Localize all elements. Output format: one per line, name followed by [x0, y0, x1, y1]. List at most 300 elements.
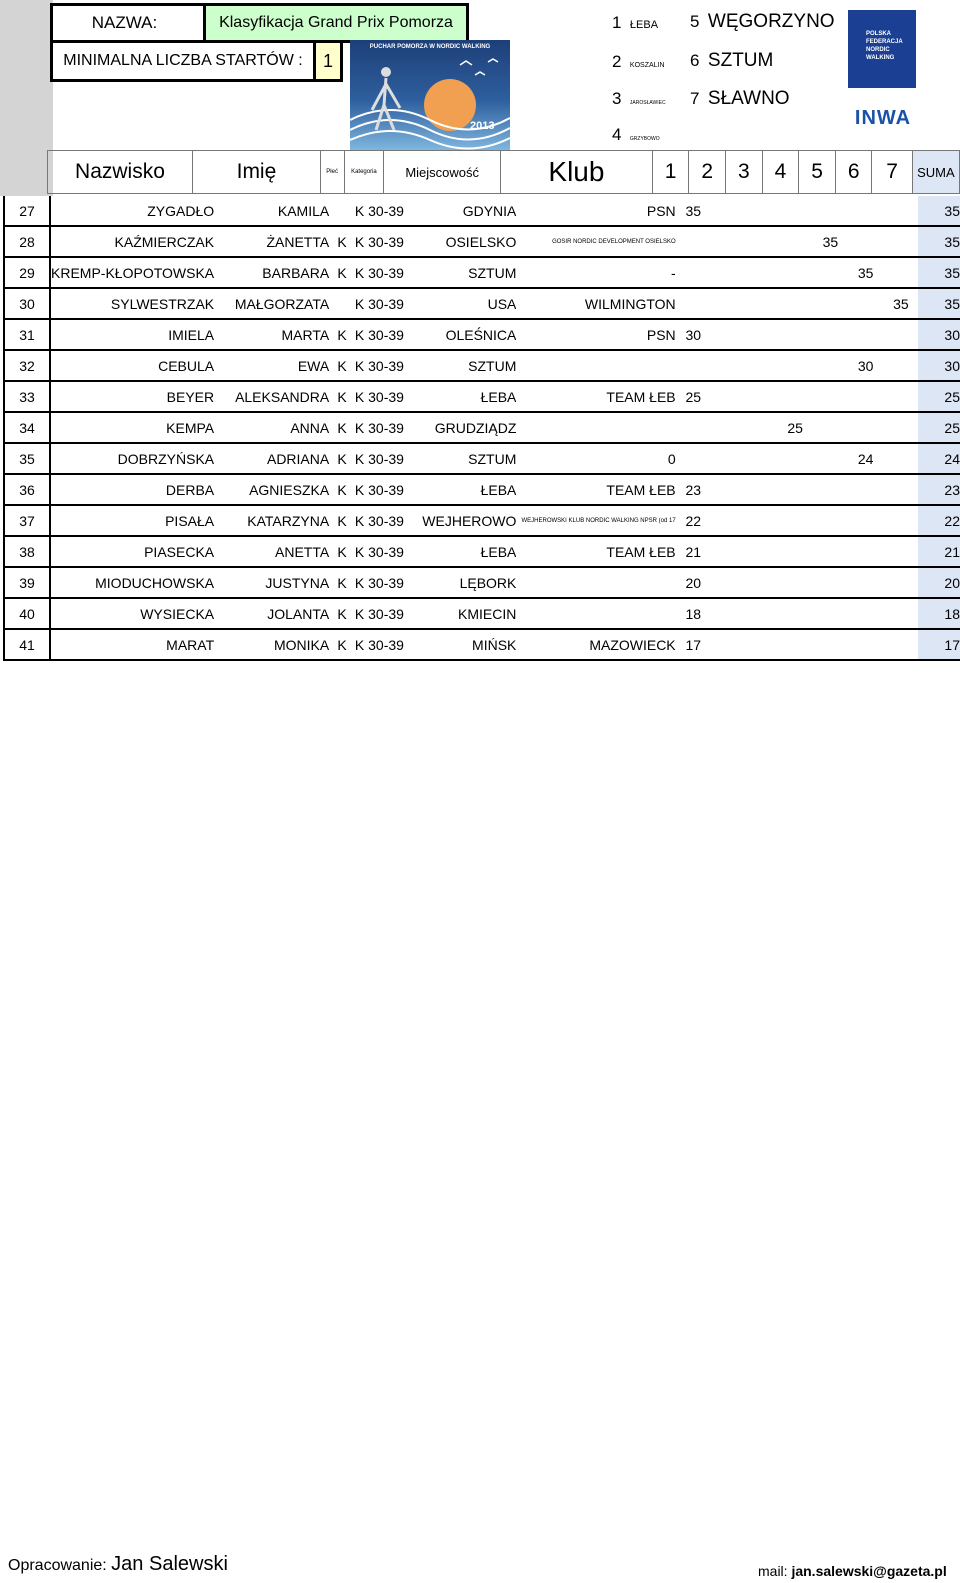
surname-cell: PISAŁA [50, 505, 214, 536]
sum-cell: 25 [918, 381, 960, 412]
sum-cell: 18 [918, 598, 960, 629]
round-5-cell [813, 350, 848, 381]
header-rank-spacer [3, 151, 47, 194]
round-5-cell [813, 412, 848, 443]
round-1-cell: 21 [676, 536, 711, 567]
round-3-cell [744, 536, 777, 567]
round-5-cell [813, 505, 848, 536]
sex-cell: K [329, 319, 355, 350]
results-table [3, 196, 960, 661]
category-cell: K 30-39 [355, 598, 404, 629]
surname-cell: CEBULA [50, 350, 214, 381]
footer-author-label: Opracowanie: [8, 1557, 107, 1574]
round-4-cell [778, 598, 813, 629]
inwa-logo-text: INWA [854, 106, 912, 129]
column-header-row [3, 150, 960, 194]
round-2-cell [711, 412, 744, 443]
cup-logo-title: PUCHAR POMORZA W NORDIC WALKING [369, 44, 491, 50]
rank-cell: 33 [4, 381, 50, 412]
round-6-cell [848, 598, 883, 629]
round-1-cell: 30 [676, 319, 711, 350]
table-row [4, 598, 960, 629]
pffnw-line: POLSKA [866, 31, 892, 37]
round-5-cell: 35 [813, 226, 848, 257]
sex-cell [329, 288, 355, 319]
round-6-cell [848, 536, 883, 567]
round-7-cell [883, 505, 918, 536]
town-cell: SZTUM [404, 443, 516, 474]
site-num: 6 [690, 51, 700, 70]
round-4-cell [778, 536, 813, 567]
footer-mail-value: jan.salewski@gazeta.pl [791, 1563, 947, 1579]
town-cell: ŁEBA [404, 474, 516, 505]
rank-cell: 34 [4, 412, 50, 443]
header-round-2: 2 [689, 151, 726, 194]
header-round-4: 4 [762, 151, 799, 194]
club-cell [516, 350, 675, 381]
club-cell: TEAM ŁEB [516, 381, 675, 412]
first-name-cell: ANNA [214, 412, 329, 443]
round-4-cell [778, 381, 813, 412]
header-category: Kategoria [344, 151, 384, 194]
name-label-text: NAZWA: [91, 13, 158, 32]
round-1-cell [676, 350, 711, 381]
club-cell: WILMINGTON [516, 288, 675, 319]
category-cell: K 30-39 [355, 474, 404, 505]
rank-cell: 37 [4, 505, 50, 536]
round-6-cell [848, 629, 883, 660]
round-6-cell [848, 412, 883, 443]
sex-cell: K [329, 505, 355, 536]
round-6-cell [848, 226, 883, 257]
first-name-cell: ANETTA [214, 536, 329, 567]
category-cell: K 30-39 [355, 412, 404, 443]
round-5-cell [813, 381, 848, 412]
sex-cell: K [329, 443, 355, 474]
site-num: 2 [612, 52, 622, 71]
sum-cell: 24 [918, 443, 960, 474]
round-2-cell [711, 443, 744, 474]
sex-cell: K [329, 412, 355, 443]
round-4-cell [778, 567, 813, 598]
sum-cell: 21 [918, 536, 960, 567]
round-7-cell [883, 474, 918, 505]
club-cell: PSN [516, 319, 675, 350]
sum-cell: 35 [918, 288, 960, 319]
category-cell: K 30-39 [355, 288, 404, 319]
round-1-cell [676, 257, 711, 288]
round-5-cell [813, 443, 848, 474]
category-cell: K 30-39 [355, 350, 404, 381]
category-cell: K 30-39 [355, 257, 404, 288]
round-7-cell [883, 257, 918, 288]
pffnw-line: WALKING [866, 55, 895, 61]
first-name-cell: BARBARA [214, 257, 329, 288]
first-name-cell: ŻANETTA [214, 226, 329, 257]
rank-cell: 38 [4, 536, 50, 567]
rank-cell: 30 [4, 288, 50, 319]
surname-cell: KREMP-KŁOPOTOWSKA [50, 257, 214, 288]
round-4-cell [778, 257, 813, 288]
round-4-cell [778, 474, 813, 505]
club-cell: - [516, 257, 675, 288]
round-4-cell: 25 [778, 412, 813, 443]
round-3-cell [744, 288, 777, 319]
rank-cell: 35 [4, 443, 50, 474]
first-name-cell: EWA [214, 350, 329, 381]
round-1-cell: 17 [676, 629, 711, 660]
sex-cell: K [329, 226, 355, 257]
round-5-cell [813, 319, 848, 350]
round-3-cell [744, 443, 777, 474]
round-7-cell [883, 412, 918, 443]
sex-cell: K [329, 381, 355, 412]
sex-cell: K [329, 350, 355, 381]
rank-cell: 27 [4, 196, 50, 226]
footer-author [8, 1553, 228, 1576]
site-name: KOSZALIN [629, 62, 665, 69]
surname-cell: WYSIECKA [50, 598, 214, 629]
surname-cell: ZYGADŁO [50, 196, 214, 226]
round-3-cell [744, 196, 777, 226]
round-7-cell [883, 536, 918, 567]
surname-cell: MARAT [50, 629, 214, 660]
round-6-cell [848, 505, 883, 536]
category-cell: K 30-39 [355, 505, 404, 536]
category-cell: K 30-39 [355, 629, 404, 660]
sum-cell: 35 [918, 196, 960, 226]
round-1-cell: 20 [676, 567, 711, 598]
header-sum: SUMA [912, 151, 959, 194]
round-4-cell [778, 319, 813, 350]
first-name-cell: MARTA [214, 319, 329, 350]
surname-cell: BEYER [50, 381, 214, 412]
first-name-cell: MAŁGORZATA [214, 288, 329, 319]
round-5-cell [813, 629, 848, 660]
cup-logo-year: 2013 [470, 120, 495, 132]
round-4-cell [778, 505, 813, 536]
round-1-cell [676, 412, 711, 443]
rank-cell: 40 [4, 598, 50, 629]
header-sex: Płeć [320, 151, 344, 194]
inwa-logo [843, 98, 923, 138]
site-6 [690, 50, 773, 72]
round-6-cell [848, 474, 883, 505]
header-round-3: 3 [725, 151, 762, 194]
round-2-cell [711, 257, 744, 288]
round-1-cell: 25 [676, 381, 711, 412]
site-7 [690, 88, 790, 110]
site-name: SŁAWNO [707, 88, 790, 109]
round-1-cell: 22 [676, 505, 711, 536]
pffnw-line: FEDERACJA [866, 39, 903, 45]
town-cell: ŁEBA [404, 381, 516, 412]
round-5-cell [813, 567, 848, 598]
round-2-cell [711, 381, 744, 412]
round-2-cell [711, 629, 744, 660]
site-num: 3 [612, 89, 622, 108]
site-name: JAROSŁAWIEC [629, 100, 666, 106]
sum-cell: 30 [918, 319, 960, 350]
round-5-cell [813, 536, 848, 567]
round-7-cell [883, 629, 918, 660]
round-5-cell [813, 598, 848, 629]
round-2-cell [711, 350, 744, 381]
table-row [4, 226, 960, 257]
category-cell: K 30-39 [355, 381, 404, 412]
round-3-cell [744, 319, 777, 350]
round-7-cell [883, 226, 918, 257]
min-starts-label-text: MINIMALNA LICZBA STARTÓW : [63, 52, 303, 69]
site-name: SZTUM [707, 50, 774, 71]
footer-author-name: Jan Salewski [111, 1553, 228, 1575]
round-6-cell [848, 319, 883, 350]
sex-cell: K [329, 567, 355, 598]
table-row [4, 412, 960, 443]
header-round-5: 5 [799, 151, 836, 194]
rank-cell: 32 [4, 350, 50, 381]
name-value [203, 3, 469, 43]
rank-cell: 41 [4, 629, 50, 660]
town-cell: ŁEBA [404, 536, 516, 567]
footer-mail-label: mail: [758, 1563, 788, 1579]
round-2-cell [711, 474, 744, 505]
round-3-cell [744, 474, 777, 505]
round-2-cell [711, 567, 744, 598]
table-row [4, 319, 960, 350]
surname-cell: MIODUCHOWSKA [50, 567, 214, 598]
rank-cell: 28 [4, 226, 50, 257]
header-first-name: Imię [193, 151, 320, 194]
sex-cell: K [329, 598, 355, 629]
round-3-cell [744, 350, 777, 381]
pffnw-line: NORDIC [866, 47, 890, 53]
round-2-cell [711, 319, 744, 350]
rank-cell: 36 [4, 474, 50, 505]
round-4-cell [778, 443, 813, 474]
town-cell: OSIELSKO [404, 226, 516, 257]
first-name-cell: KATARZYNA [214, 505, 329, 536]
walker-icon [350, 50, 510, 150]
site-num: 7 [690, 89, 700, 108]
round-1-cell [676, 226, 711, 257]
round-3-cell [744, 629, 777, 660]
town-cell: USA [404, 288, 516, 319]
town-cell: OLEŚNICA [404, 319, 516, 350]
header-club: Klub [501, 151, 653, 194]
round-6-cell [848, 567, 883, 598]
club-cell: TEAM ŁEB [516, 474, 675, 505]
round-2-cell [711, 288, 744, 319]
site-4 [612, 125, 660, 145]
club-cell: WEJHEROWSKI KLUB NORDIC WALKING NPSR (od 17 [516, 505, 675, 536]
sex-cell: K [329, 257, 355, 288]
sum-cell: 35 [918, 226, 960, 257]
round-4-cell [778, 288, 813, 319]
site-3 [612, 89, 666, 109]
round-7-cell [883, 196, 918, 226]
round-6-cell: 35 [848, 257, 883, 288]
town-cell: LĘBORK [404, 567, 516, 598]
sex-cell: K [329, 536, 355, 567]
table-row [4, 505, 960, 536]
round-4-cell [778, 629, 813, 660]
table-row [4, 350, 960, 381]
table-row [4, 257, 960, 288]
header-round-7: 7 [872, 151, 912, 194]
round-3-cell [744, 567, 777, 598]
sum-cell: 23 [918, 474, 960, 505]
category-cell: K 30-39 [355, 319, 404, 350]
pffnw-logo [848, 10, 916, 88]
surname-cell: IMIELA [50, 319, 214, 350]
header-surname: Nazwisko [47, 151, 193, 194]
name-value-text: Klasyfikacja Grand Prix Pomorza [219, 14, 453, 31]
site-name: ŁEBA [629, 19, 659, 31]
round-5-cell [813, 196, 848, 226]
round-3-cell [744, 257, 777, 288]
round-6-cell: 30 [848, 350, 883, 381]
round-7-cell [883, 381, 918, 412]
round-2-cell [711, 196, 744, 226]
round-5-cell [813, 257, 848, 288]
table-row [4, 567, 960, 598]
surname-cell: DOBRZYŃSKA [50, 443, 214, 474]
club-cell [516, 598, 675, 629]
sum-cell: 22 [918, 505, 960, 536]
header-town: Miejscowość [384, 151, 501, 194]
rank-cell: 39 [4, 567, 50, 598]
round-7-cell: 35 [883, 288, 918, 319]
first-name-cell: AGNIESZKA [214, 474, 329, 505]
round-5-cell [813, 288, 848, 319]
round-2-cell [711, 598, 744, 629]
round-7-cell [883, 567, 918, 598]
club-cell: GOSIR NORDIC DEVELOPMENT OSIELSKO [516, 226, 675, 257]
first-name-cell: ALEKSANDRA [214, 381, 329, 412]
club-cell: 0 [516, 443, 675, 474]
cup-logo [350, 40, 510, 150]
town-cell: MIŃSK [404, 629, 516, 660]
table-row [4, 443, 960, 474]
first-name-cell: ADRIANA [214, 443, 329, 474]
first-name-cell: JUSTYNA [214, 567, 329, 598]
surname-cell: KAŹMIERCZAK [50, 226, 214, 257]
round-1-cell [676, 443, 711, 474]
rank-cell: 29 [4, 257, 50, 288]
surname-cell: SYLWESTRZAK [50, 288, 214, 319]
round-7-cell [883, 443, 918, 474]
header-round-6: 6 [835, 151, 872, 194]
round-2-cell [711, 536, 744, 567]
round-7-cell [883, 350, 918, 381]
table-row [4, 536, 960, 567]
round-6-cell [848, 196, 883, 226]
sex-cell [329, 196, 355, 226]
round-6-cell: 24 [848, 443, 883, 474]
site-1 [612, 13, 658, 33]
round-7-cell [883, 598, 918, 629]
town-cell: KMIECIN [404, 598, 516, 629]
surname-cell: PIASECKA [50, 536, 214, 567]
club-cell: MAZOWIECK [516, 629, 675, 660]
category-cell: K 30-39 [355, 226, 404, 257]
round-1-cell: 23 [676, 474, 711, 505]
site-num: 5 [690, 12, 700, 31]
table-row [4, 474, 960, 505]
site-name: GRZYBOWO [629, 136, 660, 142]
rank-cell: 31 [4, 319, 50, 350]
first-name-cell: MONIKA [214, 629, 329, 660]
round-5-cell [813, 474, 848, 505]
town-cell: SZTUM [404, 350, 516, 381]
category-cell: K 30-39 [355, 567, 404, 598]
header-round-1: 1 [652, 151, 689, 194]
surname-cell: KEMPA [50, 412, 214, 443]
round-4-cell [778, 226, 813, 257]
table-row [4, 381, 960, 412]
min-starts-label [50, 40, 316, 82]
sex-cell: K [329, 474, 355, 505]
round-4-cell [778, 196, 813, 226]
club-cell [516, 412, 675, 443]
round-1-cell: 35 [676, 196, 711, 226]
round-1-cell [676, 288, 711, 319]
site-num: 4 [612, 125, 622, 144]
min-starts-value [313, 40, 343, 82]
min-starts-value-text: 1 [322, 50, 333, 71]
first-name-cell: JOLANTA [214, 598, 329, 629]
name-label [50, 3, 206, 43]
round-2-cell [711, 226, 744, 257]
sum-cell: 30 [918, 350, 960, 381]
round-3-cell [744, 598, 777, 629]
sum-cell: 35 [918, 257, 960, 288]
club-cell: TEAM ŁEB [516, 536, 675, 567]
town-cell: GDYNIA [404, 196, 516, 226]
site-2 [612, 52, 665, 72]
town-cell: SZTUM [404, 257, 516, 288]
round-1-cell: 18 [676, 598, 711, 629]
site-num: 1 [612, 13, 622, 32]
round-3-cell [744, 505, 777, 536]
site-name: WĘGORZYNO [707, 11, 835, 32]
category-cell: K 30-39 [355, 443, 404, 474]
round-3-cell [744, 226, 777, 257]
sum-cell: 20 [918, 567, 960, 598]
sum-cell: 25 [918, 412, 960, 443]
table-row [4, 629, 960, 660]
round-7-cell [883, 319, 918, 350]
category-cell: K 30-39 [355, 536, 404, 567]
footer-mail [758, 1563, 947, 1579]
surname-cell: DERBA [50, 474, 214, 505]
first-name-cell: KAMILA [214, 196, 329, 226]
round-6-cell [848, 381, 883, 412]
table-row [4, 288, 960, 319]
round-2-cell [711, 505, 744, 536]
table-row [4, 196, 960, 226]
sum-cell: 17 [918, 629, 960, 660]
club-cell [516, 567, 675, 598]
round-6-cell [848, 288, 883, 319]
category-cell: K 30-39 [355, 196, 404, 226]
round-3-cell [744, 381, 777, 412]
sex-cell: K [329, 629, 355, 660]
round-4-cell [778, 350, 813, 381]
town-cell: WEJHEROWO [404, 505, 516, 536]
town-cell: GRUDZIĄDZ [404, 412, 516, 443]
